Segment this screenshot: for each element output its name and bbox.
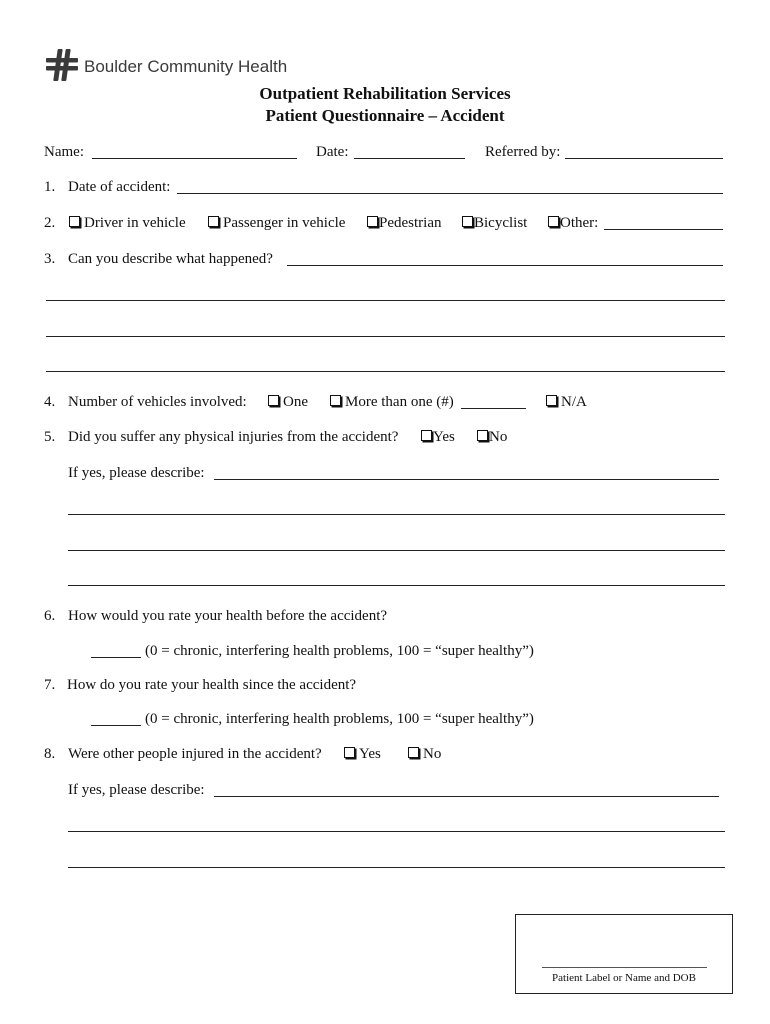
accident-date-field[interactable] [177,193,723,194]
page-subtitle: Patient Questionnaire – Accident [265,106,505,125]
checkbox-icon[interactable] [421,430,432,441]
injury-describe-line-4[interactable] [68,585,725,586]
injury-describe-line-2[interactable] [68,514,725,515]
org-logo [44,47,80,87]
describe-field-line-1[interactable] [287,265,723,266]
injury-no-option[interactable]: No [477,430,507,445]
checkbox-icon[interactable] [462,216,473,227]
vehicle-count-field[interactable] [461,408,526,409]
option-more-than-one[interactable]: More than one (#) [330,395,454,410]
checkbox-icon[interactable] [408,747,419,758]
option-pedestrian[interactable]: Pedestrian [367,216,441,231]
patient-label-line [542,967,707,968]
checkbox-icon[interactable] [548,216,559,227]
q8-text: Were other people injured in the accident? [68,746,322,762]
q5-number: 5. [44,429,56,445]
other-field[interactable] [604,229,723,230]
checkbox-icon[interactable] [477,430,488,441]
option-other[interactable]: Other: [548,216,598,231]
checkbox-icon[interactable] [208,216,219,227]
others-injured-no-option[interactable]: No [408,747,441,762]
q6-number: 6. [44,608,56,624]
patient-label-caption: Patient Label or Name and DOB [552,972,696,984]
q3-number: 3. [44,251,56,267]
q3-text: Can you describe what happened? [68,251,273,267]
q2-number: 2. [44,215,56,231]
others-injured-yes-option[interactable]: Yes [344,747,381,762]
describe-field-line-3[interactable] [46,336,725,337]
q7-text: How do you rate your health since the accident? [67,677,357,693]
q4-text: Number of vehicles involved: [68,394,247,410]
q7-scale-text: (0 = chronic, interfering health problems, 100 = “super healthy”) [145,711,534,727]
describe-field-line-4[interactable] [46,371,725,372]
option-driver[interactable]: Driver in vehicle [69,216,186,231]
referred-by-field[interactable] [565,158,723,159]
others-describe-line-1[interactable] [214,796,719,797]
page-title: Outpatient Rehabilitation Services [259,84,511,103]
q8-number: 8. [44,746,56,762]
boulder-community-health-logo-icon [44,47,80,83]
others-describe-line-2[interactable] [68,831,725,832]
q1-number: 1. [44,179,56,195]
option-passenger[interactable]: Passenger in vehicle [208,216,345,231]
health-since-field[interactable] [91,725,141,726]
checkbox-icon[interactable] [330,395,341,406]
q6-text: How would you rate your health before the accident? [68,608,388,624]
describe-field-line-2[interactable] [46,300,725,301]
injury-describe-line-1[interactable] [214,479,719,480]
option-one[interactable]: One [268,395,308,410]
checkbox-icon[interactable] [367,216,378,227]
checkbox-icon[interactable] [69,216,80,227]
date-field[interactable] [354,158,465,159]
patient-label-box[interactable] [515,914,733,994]
q1-text: Date of accident: [68,179,171,195]
option-na[interactable]: N/A [546,395,587,410]
option-bicyclist[interactable]: Bicyclist [462,216,527,231]
others-describe-line-3[interactable] [68,867,725,868]
q5-text: Did you suffer any physical injuries from the accident? [68,429,399,445]
date-label: Date: [316,144,349,160]
org-name: Boulder Community Health [84,57,288,76]
referred-by-label: Referred by: [485,144,561,160]
injury-yes-option[interactable]: Yes [421,430,455,445]
checkbox-icon[interactable] [546,395,557,406]
q4-number: 4. [44,394,56,410]
q6-scale-text: (0 = chronic, interfering health problems, 100 = “super healthy”) [145,643,534,659]
name-label: Name: [44,144,84,160]
health-before-field[interactable] [91,657,141,658]
name-field[interactable] [92,158,297,159]
q5-describe-label: If yes, please describe: [68,465,205,481]
q7-number: 7. [44,677,56,693]
q8-describe-label: If yes, please describe: [68,782,205,798]
injury-describe-line-3[interactable] [68,550,725,551]
checkbox-icon[interactable] [344,747,355,758]
checkbox-icon[interactable] [268,395,279,406]
